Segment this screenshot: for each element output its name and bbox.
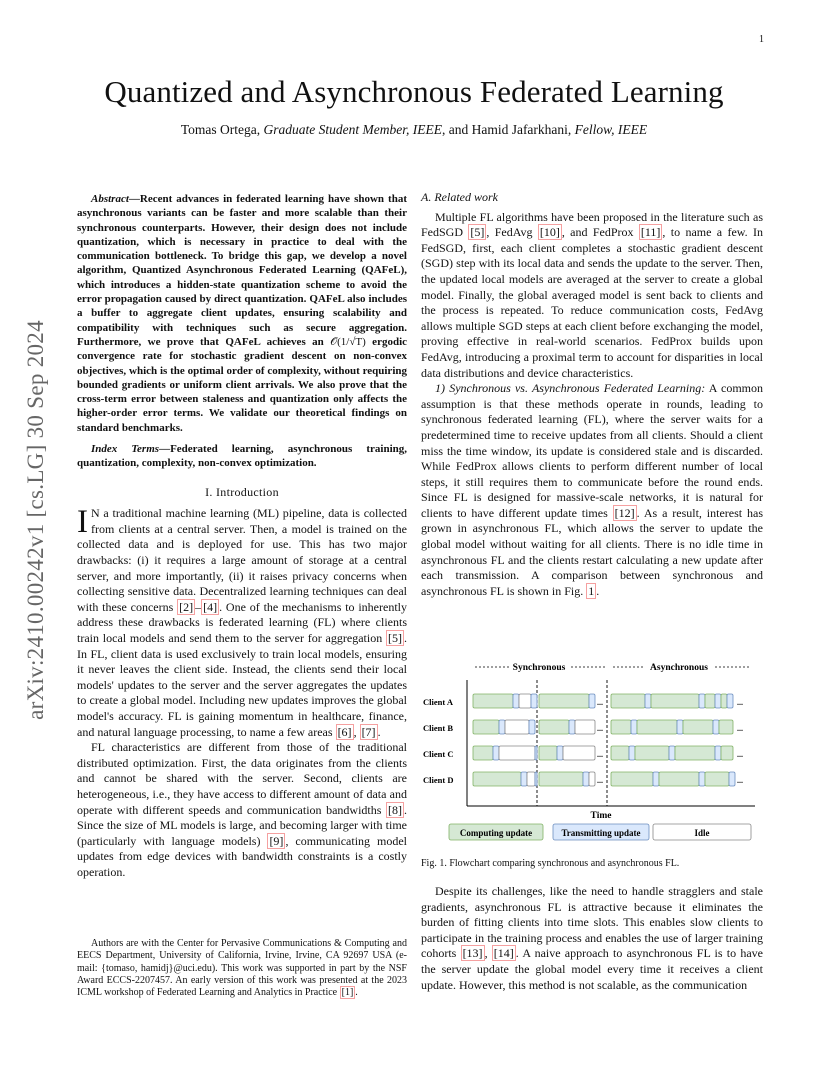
transmitting-block bbox=[699, 772, 705, 786]
author-1: Tomas Ortega bbox=[180, 122, 257, 137]
idle-block bbox=[563, 746, 595, 760]
figure-1-caption: Fig. 1. Flowchart comparing synchronous and asynchronous FL. bbox=[421, 858, 680, 869]
sync-ellipsis: ... bbox=[597, 724, 603, 733]
citation-9[interactable]: [9] bbox=[269, 833, 284, 848]
idle-block bbox=[575, 720, 595, 734]
computing-block bbox=[473, 772, 521, 786]
citation-5b[interactable]: [5] bbox=[470, 225, 485, 240]
transmitting-block bbox=[493, 746, 499, 760]
transmitting-block bbox=[513, 694, 519, 708]
sync-ellipsis: ... bbox=[597, 776, 603, 785]
author-line: Tomas Ortega, Graduate Student Member, IEEE, and Hamid Jafarkhani, Fellow, IEEE bbox=[180, 122, 648, 137]
transmitting-block bbox=[645, 694, 651, 708]
async-label: Asynchronous bbox=[650, 663, 708, 673]
section-heading-introduction: I. Introduction bbox=[205, 484, 279, 499]
citation-6[interactable]: [6] bbox=[337, 724, 352, 739]
author-connector: , and bbox=[441, 122, 472, 137]
transmitting-block bbox=[557, 746, 563, 760]
client-label: Client B bbox=[423, 723, 453, 733]
citation-5[interactable]: [5] bbox=[388, 630, 402, 645]
citation-1[interactable]: [1] bbox=[341, 987, 354, 999]
transmitting-block bbox=[653, 772, 659, 786]
author-2: Hamid Jafarkhani bbox=[471, 122, 568, 137]
subsection-related-work: A. Related work bbox=[421, 190, 498, 204]
footnote-block bbox=[77, 938, 407, 999]
citation-10[interactable]: [10] bbox=[539, 225, 560, 240]
citation-8[interactable]: [8] bbox=[388, 802, 402, 817]
drop-cap: I bbox=[77, 504, 88, 541]
idle-block bbox=[527, 772, 535, 786]
transmitting-block bbox=[529, 720, 535, 734]
computing-block bbox=[637, 720, 677, 734]
citation-14[interactable]: [14] bbox=[493, 946, 514, 961]
sync-ellipsis: ... bbox=[597, 698, 603, 707]
sync-label: Synchronous bbox=[512, 663, 566, 673]
transmitting-block bbox=[677, 720, 683, 734]
transmitting-block bbox=[535, 746, 537, 760]
computing-block bbox=[719, 720, 733, 734]
transmitting-block bbox=[715, 694, 721, 708]
transmitting-block bbox=[583, 772, 589, 786]
transmitting-block bbox=[535, 772, 537, 786]
legend-idle-text: Idle bbox=[694, 828, 710, 838]
computing-block bbox=[635, 746, 669, 760]
transmitting-block bbox=[631, 720, 637, 734]
computing-block bbox=[705, 694, 715, 708]
figure-1-ref[interactable]: 1 bbox=[588, 583, 595, 598]
computing-block bbox=[539, 720, 569, 734]
figure-1-flowchart bbox=[421, 656, 763, 846]
citation-7[interactable]: [7] bbox=[361, 724, 376, 739]
abstract: Abstract—Recent advances in federated learning have shown that asynchronous variants can be faster and more scalable than their synchronous counterparts. However, their design does not include quantization, which is necessary in practice to deal with the communication bottleneck. To bridge this gap, we develop a novel algorithm, Quantized Asynchronous Federated Learning (QAFeL), which introduces a hidden-state quantization scheme to avoid the error propagation caused by direct quantization. QAFeL also includes a buffer to aggregate client updates, ensuring scalability and compatibility with techniques such as secure aggregation. Furthermore, we prove that QAFeL achieves an 𝒪(1/√T) ergodic convergence rate for stochastic gradient descent on non-convex objectives, which is the optimal order of complexity, without requiring bounded gradients or uniform client arrivals. We also prove that the cross-term error between staleness and quantization only affects the higher-order error terms. We validate our theoretical findings on standard benchmarks. bbox=[77, 193, 408, 434]
idle-block bbox=[589, 772, 595, 786]
idle-block bbox=[519, 694, 531, 708]
client-label: Client D bbox=[423, 775, 454, 785]
citation-2[interactable]: [2] bbox=[179, 599, 194, 614]
footnote: Authors are with the Center for Pervasive Communications & Computing and EECS Department, University of California, Irvine, Irvine, CA 92697 USA (e-mail: {tomaso, hamidj}@uci.edu). This work was supported in part by the NSF Award ECCS-2207457. An early version of this work was presented at the 2023 ICML workshop of Federated Learning and Analytics in Practice [1] . bbox=[77, 938, 407, 999]
related-paragraph-1: Multiple FL algorithms have been proposed in the literature such as FedSGD [5] , FedAvg [10] , and FedProx [11] , to name a few. In FedSGD, first, each client completes a stochastic gradient descent (SGD) step with its local data and sends the update to the server. Then, the updated local models are averaged at the server to create a global model. Finally, the global averaged model is sent back to clients and the process is repeated. To reduce communication costs, FedAvg allows multiple SGD steps at each client before exchanging the model, proving effective in real-world scenarios. FedProx builds upon FedAvg, introducing a proximal term to account for disparities in local data distributions and device characteristics. bbox=[421, 209, 763, 380]
complexity-math: 𝒪(1/√T) bbox=[330, 335, 366, 348]
transmitting-block bbox=[521, 772, 527, 786]
abstract-label: Abstract bbox=[91, 193, 129, 205]
client-label: Client A bbox=[423, 697, 453, 707]
time-label: Time bbox=[590, 811, 612, 821]
async-ellipsis: ... bbox=[737, 776, 743, 785]
transmitting-block bbox=[729, 772, 735, 786]
author-2-role: Fellow, IEEE bbox=[574, 122, 648, 137]
related-paragraph-2: 1) Synchronous vs. Asynchronous Federated Learning: A common assumption is that these methods operate in rounds, leading to synchronous federated learning (FL), where the server waits for a predetermined time to receive updates from all clients. Should a client miss the time window, its update is considered stale and is discarded. While FedProx allows clients to perform different number of local steps, it still requires them to communicate before the round ends. Since FL is designed for massive-scale networks, it is natural for clients to have different update times [12] . As a result, interest has grown in asynchronous FL, which allows the server to update the global model without waiting for all clients. There is no idle time in asynchronous FL and the clients restart calculating a new update after each transmission. A comparison between synchronous and asynchronous FL is shown in Fig. 1 . bbox=[421, 381, 763, 598]
transmitting-block bbox=[569, 720, 575, 734]
page-number: 1 bbox=[759, 34, 764, 45]
citation-13[interactable]: [13] bbox=[462, 946, 483, 961]
subsubsection-label: 1) Synchronous vs. Asynchronous Federated Learning: bbox=[435, 381, 706, 396]
computing-block bbox=[473, 694, 513, 708]
citation-11[interactable]: [11] bbox=[640, 225, 661, 240]
transmitting-block bbox=[589, 694, 595, 708]
computing-block bbox=[611, 694, 645, 708]
idle-block bbox=[499, 746, 535, 760]
computing-block bbox=[705, 772, 729, 786]
index-terms: Index Terms—Federated learning, asynchronous training, quantization, complexity, non-convex optimization. bbox=[77, 443, 407, 470]
computing-block bbox=[611, 746, 629, 760]
paper-title: Quantized and Asynchronous Federated Learning bbox=[104, 74, 724, 109]
right-column-bottom bbox=[421, 884, 763, 993]
author-1-role: Graduate Student Member, IEEE bbox=[263, 122, 442, 137]
transmitting-block bbox=[715, 746, 721, 760]
computing-block bbox=[683, 720, 713, 734]
computing-block bbox=[473, 746, 493, 760]
sync-ellipsis: ... bbox=[597, 750, 603, 759]
intro-paragraph-2: FL characteristics are different from those of the traditional distributed optimization. First, the data originates from the clients and cannot be shared with the server. Second, clients are heterogeneous, i.e., they have access to different amount of data and operate with different speeds and communication bandwidths [8] . Since the size of ML models is large, and becoming larger with time (particularly with language models) [9] , communicating model updates from edge devices with bandwidth constraints is a costly operation. bbox=[77, 740, 407, 879]
computing-block bbox=[611, 772, 653, 786]
async-ellipsis: ... bbox=[737, 724, 743, 733]
computing-block bbox=[539, 746, 557, 760]
computing-block bbox=[721, 746, 733, 760]
computing-block bbox=[721, 694, 727, 708]
computing-block bbox=[675, 746, 715, 760]
transmitting-block bbox=[699, 694, 705, 708]
computing-block bbox=[539, 772, 583, 786]
index-terms-label: Index Terms bbox=[91, 443, 160, 456]
client-label: Client C bbox=[423, 749, 454, 759]
transmitting-block bbox=[629, 746, 635, 760]
citation-12[interactable]: [12] bbox=[614, 505, 635, 520]
left-column bbox=[77, 192, 407, 880]
transmitting-block bbox=[669, 746, 675, 760]
computing-block bbox=[611, 720, 631, 734]
related-paragraph-3: Despite its challenges, like the need to handle stragglers and stale gradients, asynchronous FL is attractive because it eliminates the burden of fitting clients into time slots. This enables slow clients to participate in the training process and enables the use of larger training cohorts [13] , [14] . A naive approach to asynchronous FL is to have the server update the global model every time it receives a client update. However, this method is not scalable, as the communication bbox=[421, 884, 764, 992]
right-column-top bbox=[421, 190, 763, 599]
idle-block bbox=[505, 720, 529, 734]
citation-4[interactable]: [4] bbox=[203, 599, 218, 614]
computing-block bbox=[659, 772, 699, 786]
transmitting-block bbox=[713, 720, 719, 734]
async-ellipsis: ... bbox=[737, 750, 743, 759]
intro-paragraph-1: I N a traditional machine learning (ML) pipeline, data is collected from clients at a central server. Then, a model is trained on the collected data and is deployed for use. This has two major drawbacks: (i) it requires a large amount of storage at a central server, and more importantly, (ii) it raises privacy concerns when collecting sensitive data. Decentralized learning techniques can deal with these concerns [2] – [4] . One of the mechanisms to inherently address these drawbacks is federated learning (FL) where clients train local models and send them to the server for aggregation [5] . In FL, client data is used exclusively to train local models, ensuring it never leaves the client side. Instead, the clients send their local models' updates to the server and the server aggregates the updates to create a global model. Including new updates improves the global model's accuracy. FL is gaining momentum in healthcare, finance, and natural language processing, to name a few areas [6] , [7] . bbox=[77, 504, 408, 739]
async-ellipsis: ... bbox=[737, 698, 743, 707]
computing-block bbox=[651, 694, 699, 708]
transmitting-block bbox=[499, 720, 505, 734]
transmitting-block bbox=[531, 694, 537, 708]
computing-block bbox=[539, 694, 589, 708]
computing-block bbox=[473, 720, 499, 734]
arxiv-id: arXiv:2410.00242v1 [cs.LG] 30 Sep 2024 bbox=[23, 320, 48, 720]
transmitting-block bbox=[727, 694, 733, 708]
legend-computing-text: Computing update bbox=[459, 828, 533, 838]
legend-transmitting-text: Transmitting update bbox=[561, 828, 641, 838]
